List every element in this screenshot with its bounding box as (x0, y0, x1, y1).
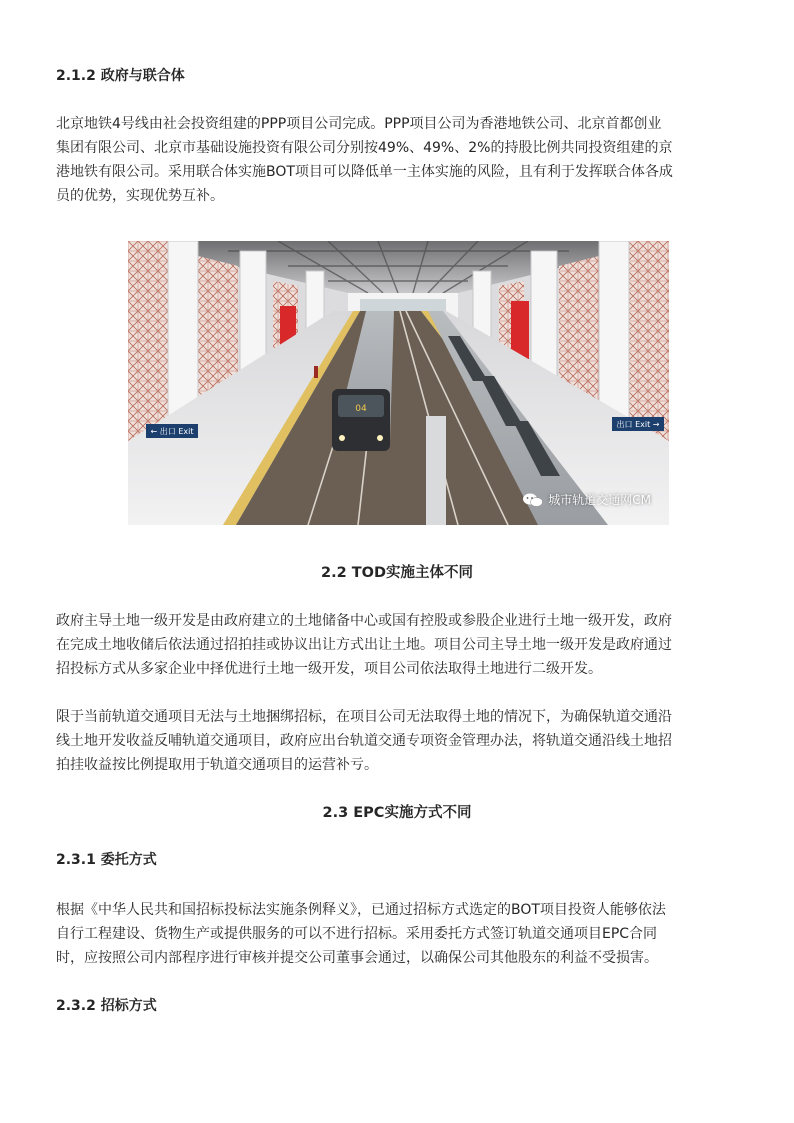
text-line: 拍挂收益按比例提取用于轨道交通项目的运营补亏。 (56, 757, 378, 773)
train-headlight-right (377, 435, 383, 441)
paragraph-tod-2 (56, 705, 746, 777)
text-line: 时，应按照公司内部程序进行审核并提交公司董事会通过，以确保公司其他股东的利益不受损害。 (56, 950, 658, 966)
text-line: 员的优势，实现优势互补。 (56, 188, 224, 204)
text-line: 根据《中华人民共和国招标投标法实施条例释义》，已通过招标方式选定的BOT项目投资人能够依法 (56, 902, 666, 918)
station-illustration (128, 241, 669, 525)
section-heading-2-3-2: 2.3.2 招标方式 (56, 998, 157, 1014)
person (314, 366, 318, 378)
section-heading-2-3: 2.3 EPC实施方式不同 (322, 805, 472, 821)
photo-watermark (522, 491, 651, 508)
text-line: 港地铁有限公司。采用联合体实施BOT项目可以降低单一主体实施的风险，且有利于发挥联合体各成 (56, 164, 673, 180)
text-line: 自行工程建设、货物生产或提供服务的可以不进行招标。采用委托方式签订轨道交通项目EPC合同 (56, 926, 658, 942)
far-end-window (360, 299, 446, 313)
text-line: 限于当前轨道交通项目无法与土地捆绑招标，在项目公司无法取得土地的情况下，为确保轨道交通沿 (56, 709, 672, 725)
section-heading-2-1-2: 2.1.2 政府与联合体 (56, 68, 185, 84)
text-line: 招投标方式从多家企业中择优进行土地一级开发，项目公司依法取得土地进行二级开发。 (56, 661, 602, 677)
section-heading-2-2: 2.2 TOD实施主体不同 (321, 565, 473, 581)
train-headlight-left (339, 435, 345, 441)
paragraph-tod-1 (56, 609, 746, 681)
text-line: 集团有限公司、北京市基础设施投资有限公司分别按49%、49%、2%的持股比例共同投资组建的京 (56, 140, 673, 156)
text-line: 政府主导土地一级开发是由政府建立的土地储备中心或国有控股或参股企业进行土地一级开发，政府 (56, 613, 672, 629)
text-line: 北京地铁4号线由社会投资组建的PPP项目公司完成。PPP项目公司为香港地铁公司、北京首都创业 (56, 116, 662, 132)
text-line: 线土地开发收益反哺轨道交通项目，政府应出台轨道交通专项资金管理办法，将轨道交通沿线土地招 (56, 733, 672, 749)
exit-sign-left-text: ← 出口 Exit (150, 427, 194, 436)
wechat-icon (522, 492, 544, 508)
section-heading-2-3-1: 2.3.1 委托方式 (56, 852, 157, 868)
track-divider-pillar (426, 416, 446, 525)
metro-station-photo (128, 241, 669, 525)
paragraph-epc-delegation (56, 898, 746, 970)
paragraph-consortium (56, 112, 746, 208)
exit-sign-right-text: 出口 Exit → (616, 420, 660, 429)
train-number: 04 (355, 404, 367, 414)
watermark-text: 城市轨道交通网CM (548, 493, 651, 507)
red-panel-right (511, 301, 529, 359)
text-line: 在完成土地收储后依法通过招拍挂或协议出让方式出让土地。项目公司主导土地一级开发是政府通过 (56, 637, 672, 653)
